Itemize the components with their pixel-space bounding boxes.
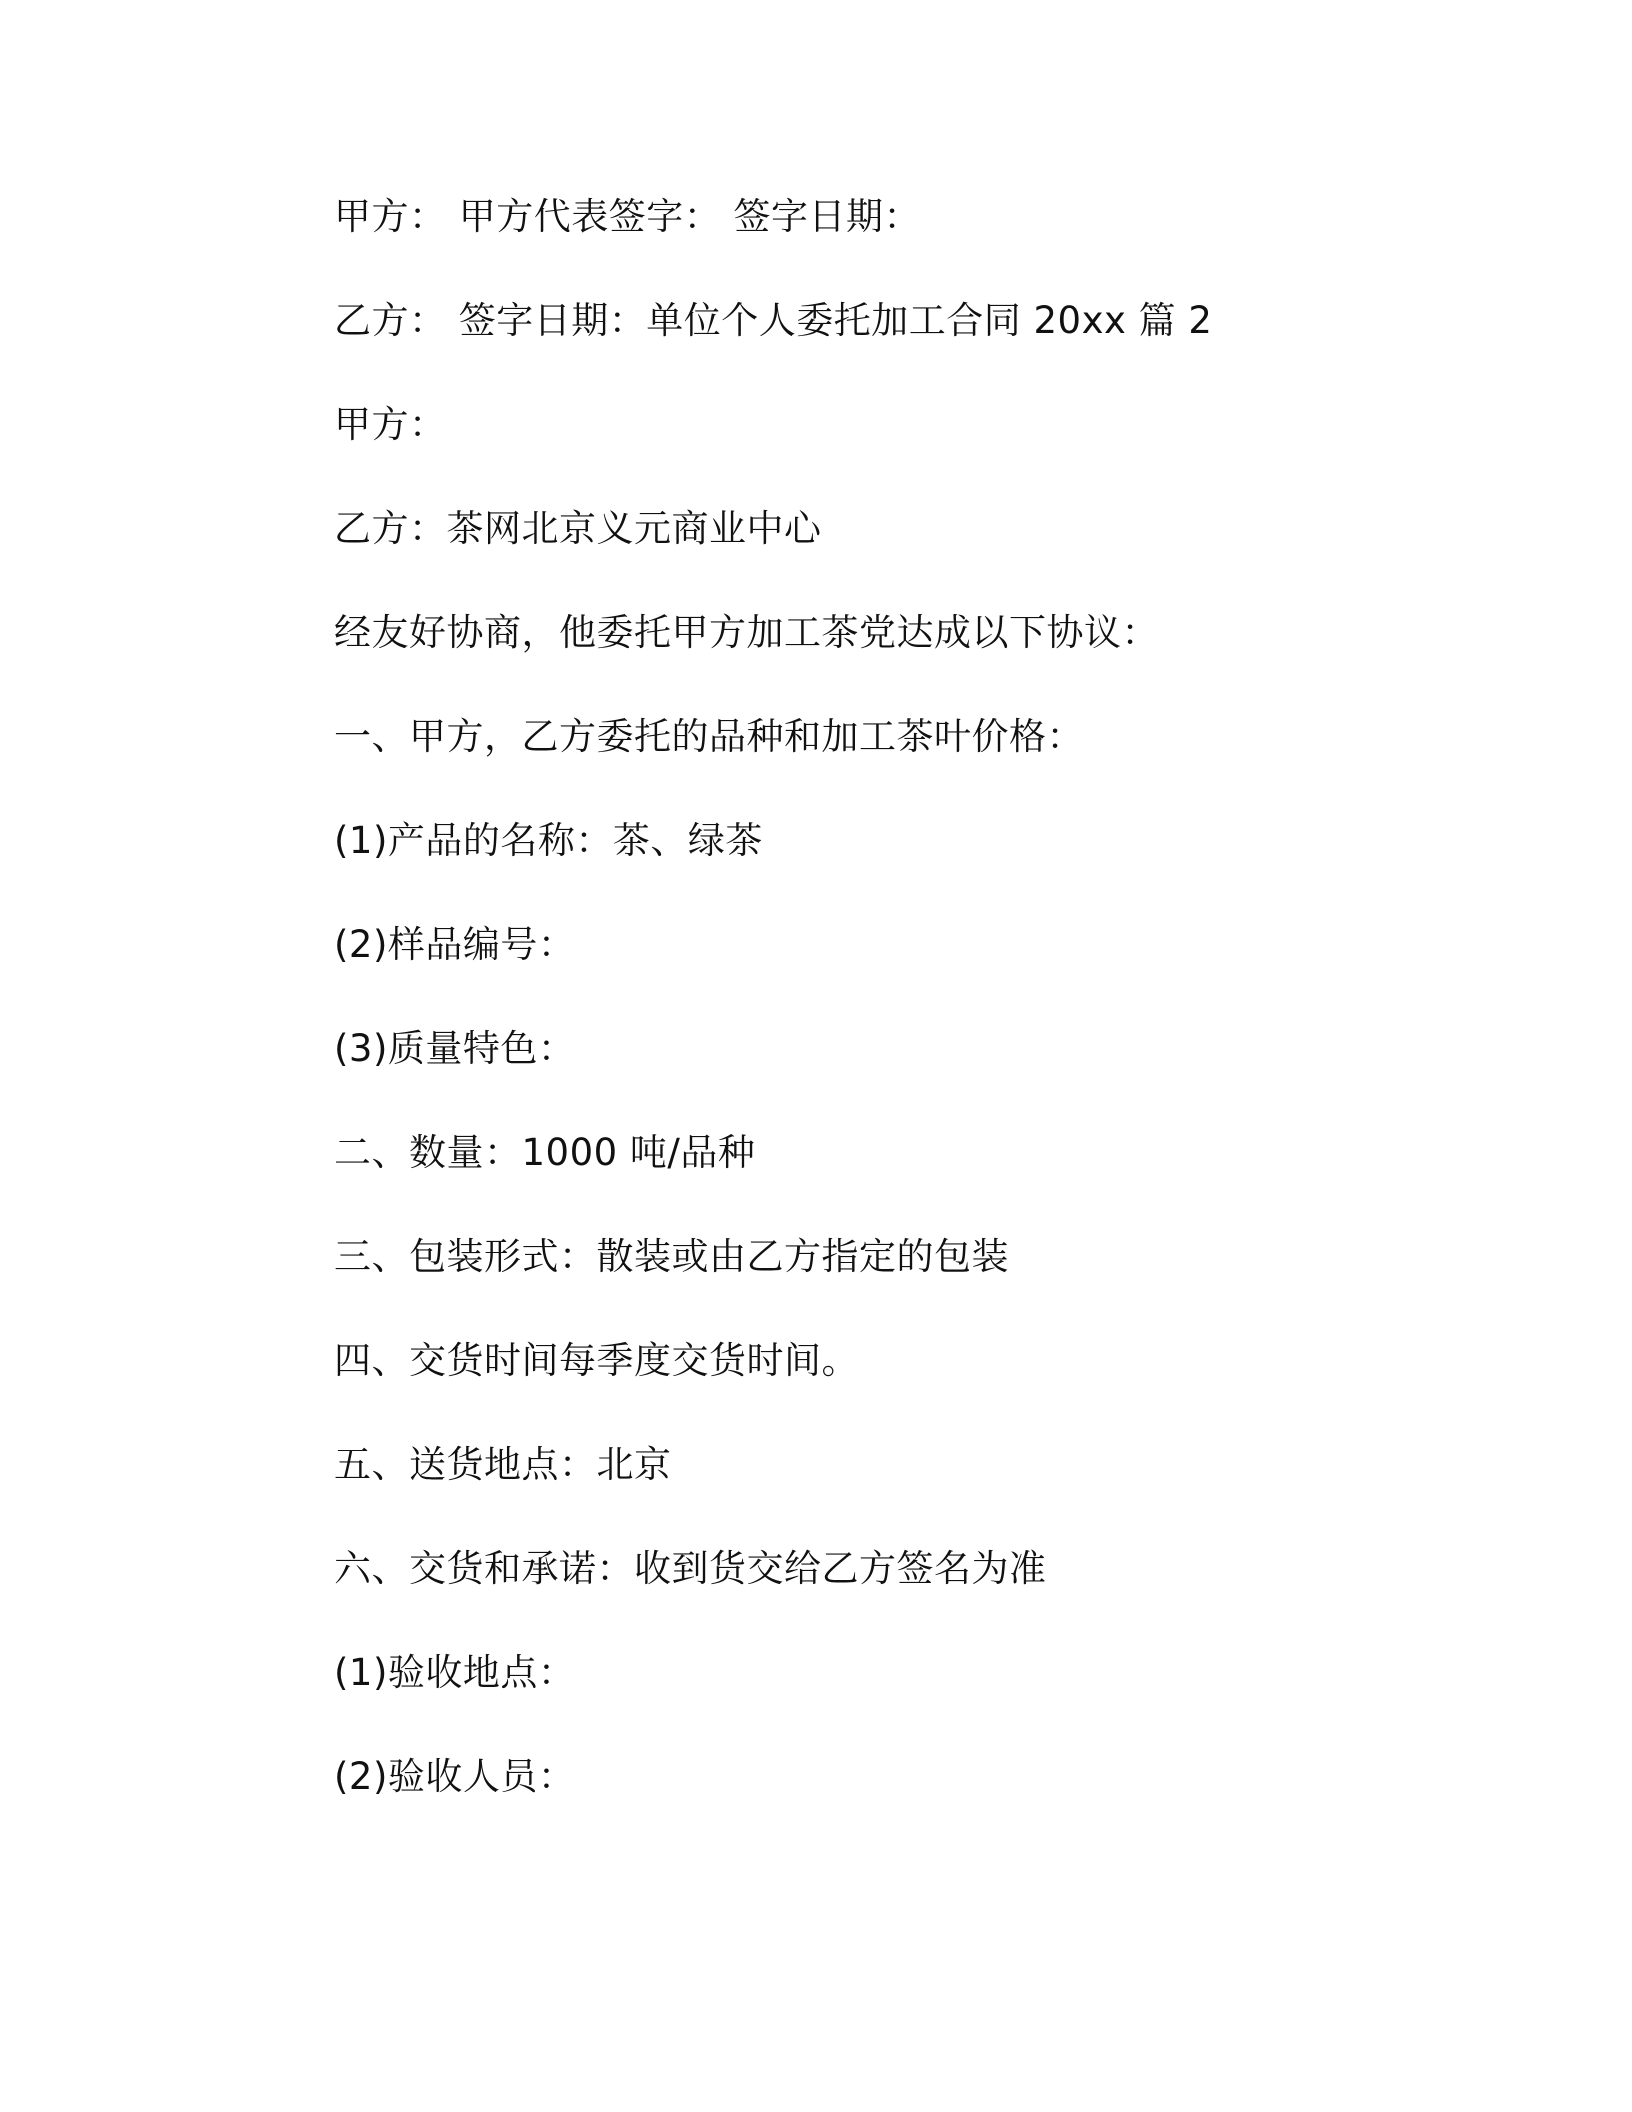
clause-6-delivery-commitment: 六、交货和承诺：收到货交给乙方签名为准: [334, 1547, 1047, 1590]
agreement-intro: 经友好协商，他委托甲方加工茶党达成以下协议：: [334, 611, 1159, 654]
signature-line-party-a: 甲方： 甲方代表签字： 签字日期：: [334, 195, 922, 238]
document-body: [334, 186, 1434, 1850]
clause-6-item-1: (1)验收地点：: [334, 1651, 576, 1694]
clause-5-delivery-location: 五、送货地点：北京: [334, 1443, 672, 1486]
clause-1-item-3: (3)质量特色：: [334, 1027, 576, 1070]
clause-3-packaging: 三、包装形式：散装或由乙方指定的包装: [334, 1235, 1009, 1278]
party-b-line: 乙方：茶网北京义元商业中心: [334, 507, 822, 550]
clause-1-item-2: (2)样品编号：: [334, 923, 576, 966]
clause-1-item-1: (1)产品的名称：茶、绿茶: [334, 819, 763, 862]
clause-2-quantity: 二、数量：1000 吨/品种: [334, 1131, 756, 1174]
clause-4-delivery-time: 四、交货时间每季度交货时间。: [334, 1339, 859, 1382]
signature-line-party-b: 乙方： 签字日期：单位个人委托加工合同 20xx 篇 2: [334, 299, 1213, 342]
clause-6-item-2: (2)验收人员：: [334, 1755, 576, 1798]
clause-1-heading: 一、甲方，乙方委托的品种和加工茶叶价格：: [334, 715, 1084, 758]
party-a-line: 甲方：: [334, 403, 447, 446]
